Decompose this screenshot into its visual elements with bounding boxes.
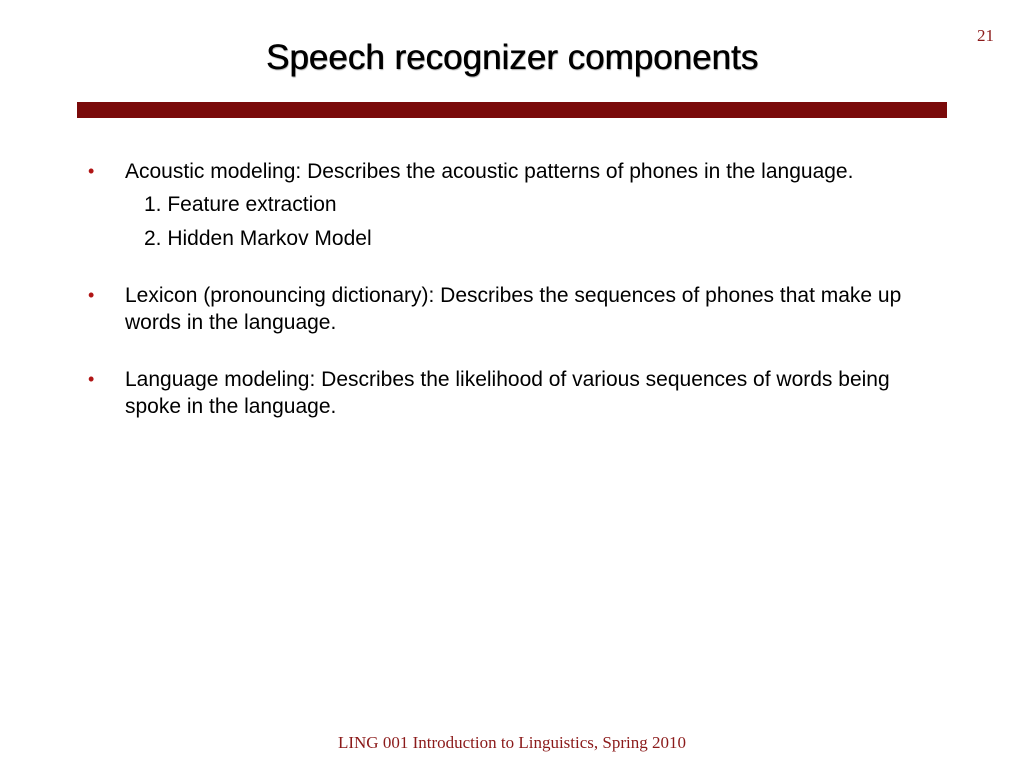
slide-footer: LING 001 Introduction to Linguistics, Spring 2010: [337, 733, 686, 752]
slide-title: Speech recognizer components: [265, 38, 759, 77]
sub-item-hidden-markov-model: 2. Hidden Markov Model: [144, 227, 372, 250]
bullet-item-acoustic-modeling: [88, 158, 938, 252]
sub-list: [144, 191, 938, 252]
bullet-list: [88, 158, 938, 450]
sub-item-feature-extraction: 1. Feature extraction: [144, 193, 337, 216]
title-divider: [77, 102, 947, 118]
bullet-text: Lexicon (pronouncing dictionary): Describes the sequences of phones that make up words in the language.: [125, 284, 902, 334]
bullet-item-lexicon: [88, 282, 938, 336]
bullet-icon: •: [88, 369, 95, 389]
bullet-icon: •: [88, 161, 95, 181]
bullet-text: Language modeling: Describes the likelihood of various sequences of words being spoke in the language.: [125, 368, 890, 418]
slide-number: 21: [977, 26, 994, 45]
bullet-item-language-modeling: [88, 366, 938, 420]
bullet-icon: •: [88, 285, 95, 305]
bullet-text: Acoustic modeling: Describes the acoustic patterns of phones in the language.: [125, 160, 854, 183]
